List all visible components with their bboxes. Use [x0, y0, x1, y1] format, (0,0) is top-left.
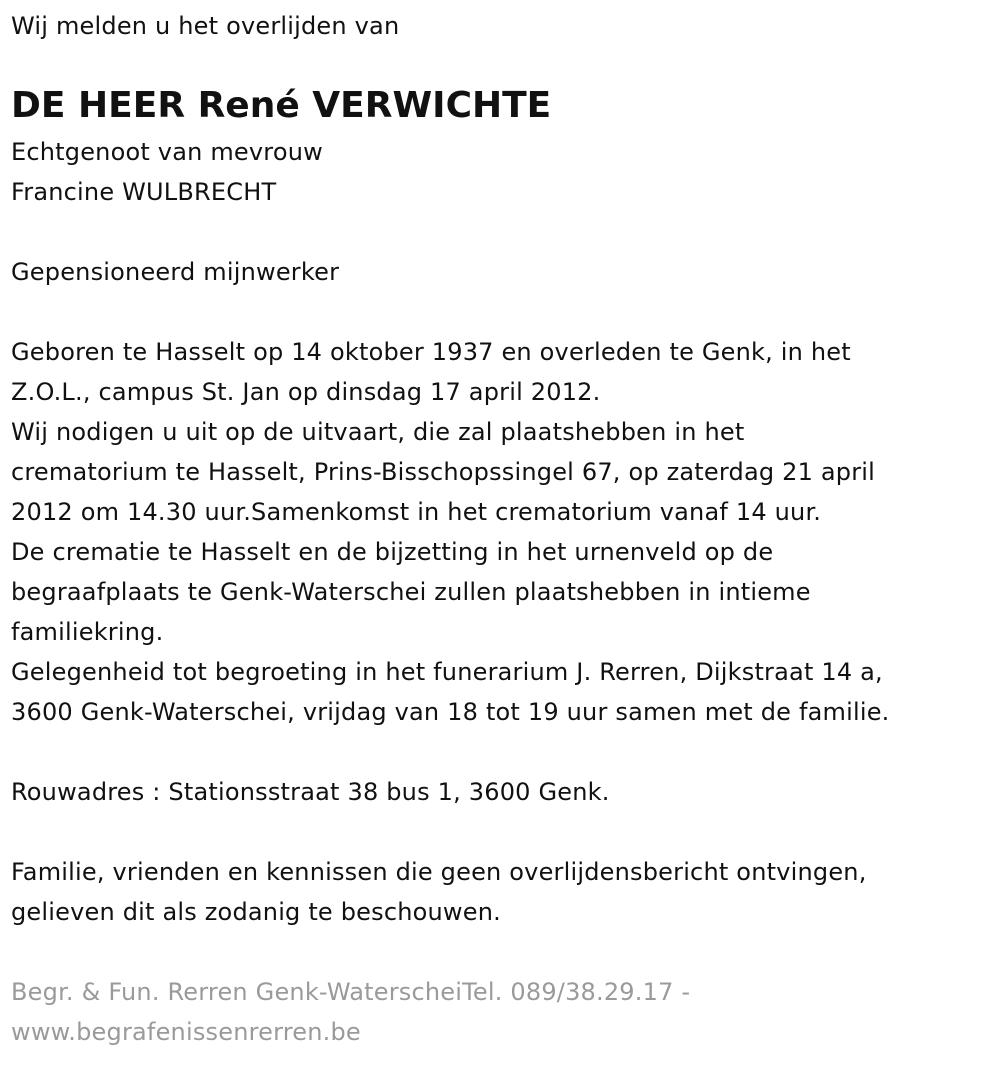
- body-line: 2012 om 14.30 uur.Samenkomst in het crematorium vanaf 14 uur.: [11, 498, 822, 526]
- body-line: Wij nodigen u uit op de uitvaart, die zal plaatshebben in het: [11, 418, 745, 446]
- funeral-home-website: www.begrafenissenrerren.be: [11, 1018, 361, 1046]
- body-line: Z.O.L., campus St. Jan op dinsdag 17 april 2012.: [11, 378, 601, 406]
- closing-line: gelieven dit als zodanig te beschouwen.: [11, 898, 501, 926]
- body-line: Gelegenheid tot begroeting in het funerarium J. Rerren, Dijkstraat 14 a,: [11, 658, 883, 686]
- body-line: Geboren te Hasselt op 14 oktober 1937 en overleden te Genk, in het: [11, 338, 851, 366]
- body-line: De crematie te Hasselt en de bijzetting in het urnenveld op de: [11, 538, 774, 566]
- intro-text: Wij melden u het overlijden van: [11, 12, 400, 40]
- body-line: familiekring.: [11, 618, 164, 646]
- death-notice: [11, 0, 991, 1052]
- deceased-name: DE HEER René VERWICHTE: [11, 85, 552, 126]
- mourning-address: Rouwadres : Stationsstraat 38 bus 1, 3600 Genk.: [11, 778, 610, 806]
- body-line: begraafplaats te Genk-Waterschei zullen plaatshebben in intieme: [11, 578, 811, 606]
- spouse-name: Francine WULBRECHT: [11, 178, 277, 206]
- occupation: Gepensioneerd mijnwerker: [11, 258, 340, 286]
- notice-body: [11, 332, 991, 732]
- body-line: crematorium te Hasselt, Prins-Bisschopssingel 67, op zaterdag 21 april: [11, 458, 876, 486]
- funeral-home-footer: [11, 972, 991, 1052]
- body-line: 3600 Genk-Waterschei, vrijdag van 18 tot 19 uur samen met de familie.: [11, 698, 890, 726]
- spouse-line: Echtgenoot van mevrouw: [11, 138, 323, 166]
- spouse-block: [11, 132, 991, 212]
- closing-line: Familie, vrienden en kennissen die geen overlijdensbericht ontvingen,: [11, 858, 867, 886]
- funeral-home-contact: Begr. & Fun. Rerren Genk-WaterscheiTel. 089/38.29.17 -: [11, 978, 691, 1006]
- closing-text: [11, 852, 991, 932]
